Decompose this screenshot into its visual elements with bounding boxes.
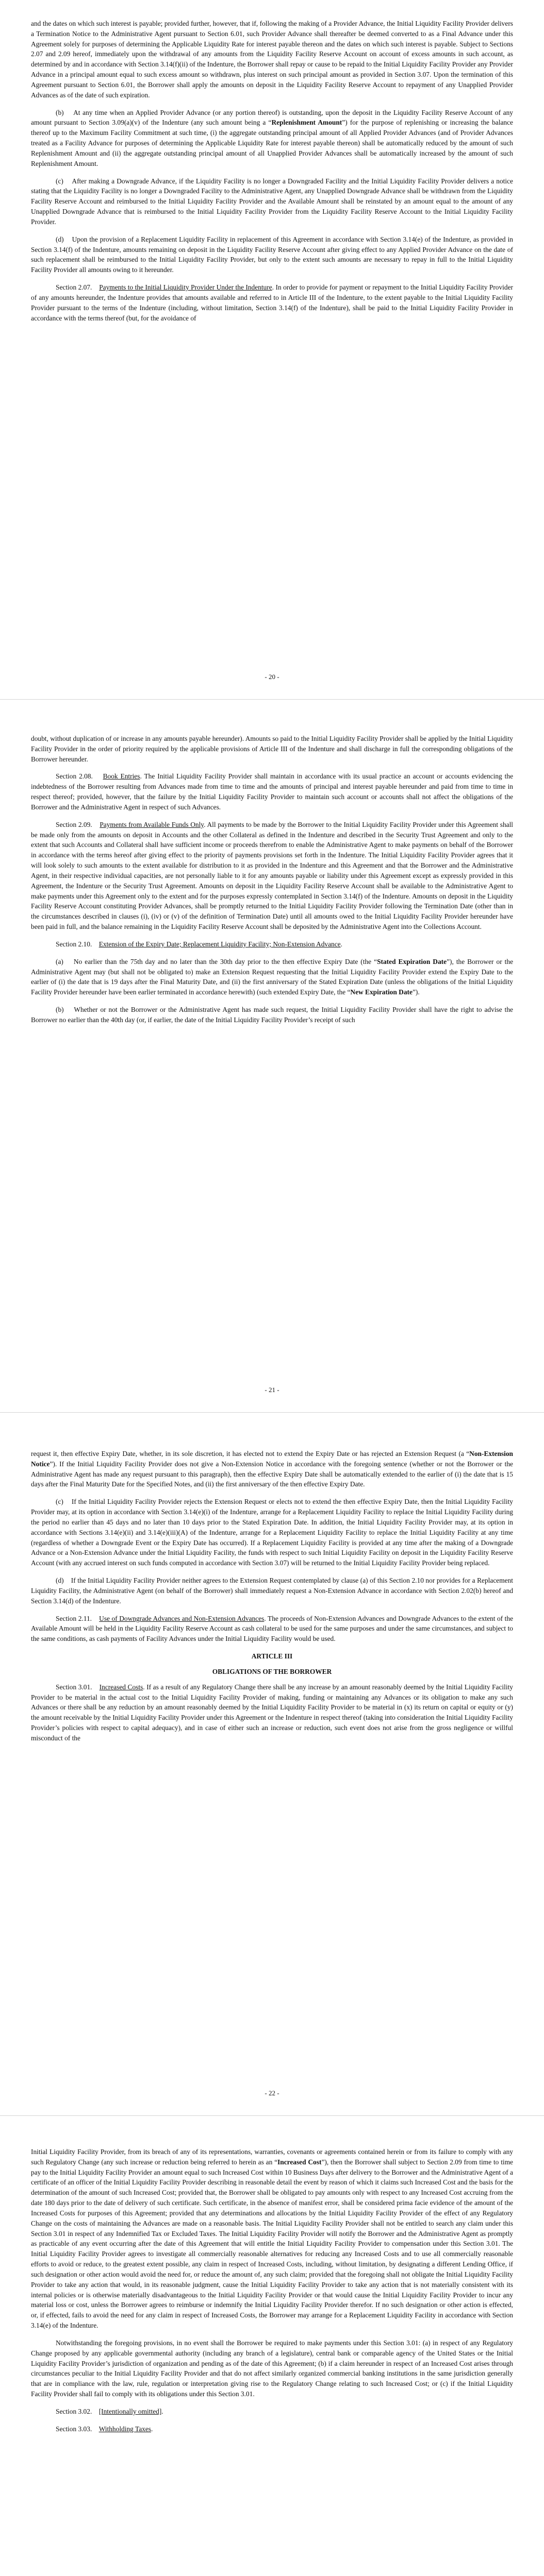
paragraph-text: Whether or not the Borrower or the Administrative Agent has made such request, the Initial Liquidity Facility Provider shall have the right to advise the Borrower no earlier than the 40th day (or, if earlier, the date of the Initial Liquidity Facility Provider’s receipt of such xyxy=(31,1006,513,1024)
paragraph xyxy=(31,234,513,275)
paragraph-text: Upon the provision of a Replacement Liquidity Facility in replacement of this Agreement in accordance with Section 3.14(e) of the Indenture, as provided in Section 3.14(f) of the Indenture, amounts remaining on deposit in the Liquidity Facility Reserve Account after giving effect to any Applied Provider Advance on the date of such replacement shall be reimbursed to the Initial Liquidity Facility Provider, but only to the extent such amounts are necessary to repay in full to the Initial Liquidity Facility Provider all amounts owing to it hereunder. xyxy=(31,235,514,274)
paragraph-text: Initial Liquidity Facility Provider, from its breach of any of its representations, warranties, covenants or agreements contained herein or from its failure to comply with any such Regulatory Change (any such increase or reduction being referred to herein as an “Increased Cost”), then the Borrower shall subject to Section 2.09 from time to time pay to the Initial Liquidity Facility Provider an amount equal to such Increased Cost within 10 Business Days after delivery to the Borrower and the Administrative Agent of a certificate of an officer of the Initial Liquidity Facility Provider describing in reasonable detail the event by reason of which it claims such Increased Cost and the basis for the determination of the amount of such Increased Cost; provided that, the Borrower shall be obligated to pay amounts only with respect to any Increased Cost accruing from the date 180 days prior to the date of delivery of such certificate. Such certificate, in the absence of manifest error, shall be considered prima facie evidence of the amount of the Increased Costs for purposes of this Agreement; provided that any determinations and allocations by the Initial Liquidity Facility Provider of the effect of any Regulatory Change on the costs of maintaining the Advances are made on a reasonable basis. The Initial Liquidity Facility Provider shall not be entitled to search any claim under this Section 3.01 in respect of any Indemnified Tax or Excluded Taxes. The Initial Liquidity Facility Provider will notify the Borrower and the Administrative Agent as promptly as practicable of any event occurring after the date of this Agreement that will entitle the Initial Liquidity Facility Provider to compensation under this Section 3.01. The Initial Liquidity Facility Provider agrees to investigate all commercially reasonable alternatives for reducing any Increased Costs and to use all commercially reasonable efforts to avoid or reduce, to the greatest extent possible, any claim in respect of Increased Costs, including, without limitation, by designating a different Lending Office, if such designation or other action would avoid the need for, or reduce the amount of, any such claim; provided that the foregoing shall not obligate the Initial Liquidity Facility Provider to take any action that would, in its reasonable judgment, cause the Initial Liquidity Facility Provider to take any action that is not materially consistent with its internal policies or is otherwise materially disadvantageous to the Initial Liquidity Facility Provider or that would cause the Initial Liquidity Facility Provider to incur any material loss or cost, unless the Borrower agrees to reimburse or indemnify the Initial Liquidity Facility Provider therefor. If no such designation or other action is effected, or, if effected, fails to avoid the need for any claim in respect of Increased Costs, the Borrower may arrange for a Replacement Liquidity Facility in accordance with Section 3.14(e) of the Indenture. xyxy=(31,2148,513,2330)
article-heading: ARTICLE III xyxy=(251,1652,293,1660)
paragraph xyxy=(31,1575,513,1606)
paragraph-lead: (d) xyxy=(56,235,64,243)
paragraph xyxy=(31,2147,513,2331)
section-heading: Use of Downgrade Advances and Non-Extension Advances xyxy=(99,1614,265,1622)
paragraph xyxy=(31,1497,513,1568)
paragraph-lead: (b) xyxy=(56,108,64,116)
paragraph-text: The Initial Liquidity Facility Provider shall maintain in accordance with its usual practice an account or accounts evidencing the indebtedness of the Borrower resulting from Advances made from time to time and the amounts of principal and interest payable hereunder and paid from time to time in respect thereof; provided, however, that the failure by the Initial Liquidity Facility Provider to maintain such account or accounts shall not affect the obligations of the Borrower and the Administrative Agent in respect of such Advances. xyxy=(31,772,514,811)
paragraph-text: request it, then effective Expiry Date, whether, in its sole discretion, it has elected not to extend the Expiry Date or has rejected an Extension Request (a “Non-Extension Notice”). If the Initial Liquidity Facility Provider does not give a Non-Extension Notice in accordance with the foregoing sentence (whether or not the Borrower or the Administrative Agent has made any request pursuant to this paragraph), then the effective Expiry Date shall be automatically extended to the earlier of (i) the date that is 15 days after the Final Maturity Date for the Specified Notes, and (ii) the first anniversary of the then effective Expiry Date. xyxy=(31,1450,513,1488)
paragraph xyxy=(31,957,513,997)
section-heading: Book Entries xyxy=(103,772,140,781)
paragraph xyxy=(31,2338,513,2399)
paragraph-lead: (c) xyxy=(56,1498,63,1506)
paragraph-text: All payments to be made by the Borrower to the Initial Liquidity Facility Provider under this Agreement shall be made only from the amounts on deposit in Accounts and the other Collateral as defined in the Indenture and described in the Security Trust Agreement and only to the extent that such Accounts and Collateral shall have sufficient income or proceeds therefrom to enable the Administrative Agent to make payments on behalf of the Borrower in accordance with the terms hereof after giving effect to the priority of payments provisions set forth in the Indenture. The Initial Liquidity Facility Provider agrees that it will look solely to such amounts to the extent available for distribution to it as provided in the Indenture and this Agreement and that the Borrower and the Administrative Agent, in their respective individual capacities, are not personally liable to it for any amounts payable or liability under this Agreement except as expressly provided in this Agreement, the Indenture or the Security Trust Agreement. Amounts on deposit in the Liquidity Facility Reserve Account shall be available to the Administrative Agent to make payments under this Agreement only to the extent and for the purposes expressly contemplated in Section 3.14(f) of the Indenture. Amounts on deposit in the Liquidity Facility Reserve Account constituting Provider Advances, shall be promptly returned to the Initial Liquidity Facility Provider following the Termination Date (other than in the circumstances described in clauses (i), (iv) or (v) of the definition of Termination Date) until all amounts owed to the Initial Liquidity Facility Provider hereunder have been paid in full, and the balance remaining in the Liquidity Facility Reserve Account shall be deposited by the Administrative Agent into the Collections Account. xyxy=(31,820,514,931)
defined-term: Increased Cost xyxy=(277,2158,322,2166)
paragraph xyxy=(31,19,513,100)
paragraph-lead: (a) xyxy=(56,957,63,965)
paragraph-text: and the dates on which such interest is payable; provided further, however, that if, following the making of a Provider Advance, the Initial Liquidity Facility Provider delivers a Termination Notice to the Administrative Agent pursuant to Section 6.01, such Provider Advance shall thereafter be deemed converted to as a Final Advance under this Agreement solely for purposes of determining the Applicable Liquidity Rate for interest payable thereon and the dates on which such interest is payable. Subject to Sections 2.07 and 2.09 hereof, immediately upon the withdrawal of any amounts from the Liquidity Facility Reserve Account on account of excess amounts in such account, as determined by and in accordance with Section 3.14(f)(ii) of the Indenture, the Borrower shall repay or cause to be repaid to the Initial Liquidity Facility Provider any Provider Advance in a principal amount equal to such excess amount so withdrawn, plus interest on such principal amount as provided in Section 3.07. Upon the termination of this Agreement pursuant to Section 6.01, the Borrower shall apply the amounts on deposit in the Liquidity Facility Reserve Account to repayment of any Unapplied Provider Advances as of the date of such expiration. xyxy=(31,20,513,99)
document-page xyxy=(0,700,544,1412)
section-heading: Payments to the Initial Liquidity Provider Under the Indenture xyxy=(99,283,272,292)
paragraph-text: If as a result of any Regulatory Change there shall be any increase by an amount reasonably deemed by the Initial Liquidity Facility Provider to be material in the actual cost to the Initial Liquidity Facility Provider of making, funding or maintaining any Advances or its obligation to make any such Advances or there shall be any reduction by an amount reasonably deemed by the Initial Liquidity Facility Provider to be material in (x) its return on capital or equity or (y) the amount receivable by the Initial Liquidity Facility Provider under this Agreement or the Indenture in respect thereof (taking into consideration the Initial Liquidity Facility Provider’s policies with respect to capital adequacy), and in case of either such an increase or reduction, such event does not arise from the gross negligence or willful misconduct of the xyxy=(31,1683,513,1742)
paragraph-lead: Section 3.03. xyxy=(56,2425,92,2433)
paragraph: Section 2.08. Book Entries. The Initial Liquidity Facility Provider shall maintain in accordance with its usual practice an account or accounts evidencing the indebtedness of the Borrower resulting from Advances made from time to time and the amounts of principal and interest payable hereunder and paid from time to time in respect thereof; provided, however, that the failure by the Initial Liquidity Facility Provider to maintain such account or accounts shall not affect the obligations of the Borrower and the Administrative Agent in respect of such Advances. xyxy=(31,772,514,811)
paragraph: Section 2.09. Payments from Available Funds Only. All payments to be made by the Borrower to the Initial Liquidity Facility Provider under this Agreement shall be made only from the amounts on deposit in Accounts and the other Collateral as defined in the Indenture and described in the Security Trust Agreement and only to the extent that such Accounts and Collateral shall have sufficient income or proceeds therefrom to enable the Administrative Agent to make payments on behalf of the Borrower in accordance with the terms hereof after giving effect to the priority of payments provisions set forth in the Indenture. The Initial Liquidity Facility Provider agrees that it will look solely to such amounts to the extent available for distribution to it as provided in the Indenture and this Agreement and that the Borrower and the Administrative Agent, in their respective individual capacities, are not personally liable to it for any amounts payable or liability under this Agreement except as expressly provided in this Agreement, the Indenture or the Security Trust Agreement. Amounts on deposit in the Liquidity Facility Reserve Account shall be available to the Administrative Agent to make payments under this Agreement only to the extent and for the purposes expressly contemplated in Section 3.14(f) of the Indenture. Amounts on deposit in the Liquidity Facility Reserve Account constituting Provider Advances, shall be promptly returned to the Initial Liquidity Facility Provider following the Termination Date (other than in the circumstances described in clauses (i), (iv) or (v) of the definition of Termination Date) until all amounts owed to the Initial Liquidity Facility Provider hereunder have been paid in full, and the balance remaining in the Liquidity Facility Reserve Account shall be deposited by the Administrative Agent into the Collections Account. xyxy=(31,820,514,931)
paragraph-lead: (d) xyxy=(56,1577,64,1585)
paragraph-text: After making a Downgrade Advance, if the Liquidity Facility is no longer a Downgraded Facility and the Initial Liquidity Facility Provider delivers a notice stating that the Liquidity Facility is no longer a Downgraded Facility to the Administrative Agent, any Unapplied Downgrade Advance shall be withdrawn from the Liquidity Facility Reserve Account and reimbursed to the Initial Liquidity Facility Provider and the Available Amount shall be reinstated by an amount equal to the amount of any Unapplied Downgrade Advance that is reimbursed to the Initial Liquidity Facility Provider from the Liquidity Facility Reserve Account to the Initial Liquidity Facility Provider. xyxy=(31,177,514,226)
paragraph-lead: Section 2.07. xyxy=(56,283,92,292)
document-page xyxy=(0,2116,544,2576)
section-heading: Increased Costs xyxy=(99,1683,143,1691)
paragraph: Section 2.10. Extension of the Expiry Date; Replacement Liquidity Facility; Non-Extension Advance. xyxy=(56,940,342,948)
paragraph-text: No earlier than the 75th day and no later than the 30th day prior to the then effective Expiry Date (the “Stated Expiration Date”), the Borrower or the Administrative Agent may (but shall not be obligated to) make an Extension Request requesting that the Initial Liquidity Facility Provider extend the Expiry Date to the earlier of (i) the date that is 19 days after the Final Maturity Date, and (ii) the first anniversary of the Stated Expiration Date (unless the obligations of the Initial Liquidity Facility Provider hereunder have been earlier terminated in accordance herewith) (such extended Expiry Date, the “New Expiration Date”). xyxy=(31,957,514,996)
paragraph: Section 2.11. Use of Downgrade Advances and Non-Extension Advances. The proceeds of Non-Extension Advances and Downgrade Advances to the extent of the Available Amount will be held in the Liquidity Facility Reserve Account as cash collateral to be used for the same purposes and under the same circumstances, and subject to the same conditions, as cash payments of Facility Advances under the Initial Liquidity Facility would be used. xyxy=(31,1614,514,1643)
section-heading: Extension of the Expiry Date; Replacement Liquidity Facility; Non-Extension Advance xyxy=(98,940,341,948)
paragraph-text: At any time when an Applied Provider Advance (or any portion thereof) is outstanding, upon the deposit in the Liquidity Facility Reserve Account of any amount pursuant to Section 3.09(a)(v) of the Indenture (any such amount being a “Replenishment Amount”) for the purpose of replenishing or increasing the balance thereof up to the Maximum Facility Commitment at such time, (i) the aggregate outstanding principal amount of all Applied Provider Advances (and of Provider Advances treated as a Facility Advance for purposes of determining the Applicable Liquidity Rate for interest payable thereon) shall be automatically reduced by the amount of such Replenishment Amount and (ii) the aggregate outstanding principal amount of all Unapplied Provider Advances shall be automatically increased by the amount of such Replenishment Amount. xyxy=(31,108,514,167)
page-number: - 21 - xyxy=(265,1385,279,1394)
page-number: - 22 - xyxy=(265,2089,279,2097)
defined-term: Replenishment Amount xyxy=(271,118,342,127)
paragraph xyxy=(31,108,513,169)
paragraph-lead: Section 2.09. xyxy=(56,820,92,828)
document-page xyxy=(0,0,544,699)
paragraph: Section 3.02. [Intentionally omitted]. xyxy=(56,2407,163,2415)
paragraph-text: If the Initial Liquidity Facility Provider neither agrees to the Extension Request contemplated by clause (a) of this Section 2.10 nor provides for a Replacement Liquidity Facility, the Administrative Agent (on behalf of the Borrower) shall immediately request a Non-Extension Advance in accordance with Section 2.02(b) hereof and Section 3.14(d) of the Indenture. xyxy=(31,1577,513,1605)
defined-term: Stated Expiration Date xyxy=(377,957,447,965)
paragraph-lead: (c) xyxy=(56,177,63,185)
paragraph-lead: Section 2.10. xyxy=(56,940,92,948)
paragraph-text: If the Initial Liquidity Facility Provider rejects the Extension Request or elects not to extend the then effective Expiry Date, then the Initial Liquidity Facility Provider may, at its option in accordance with Section 3.14(e)(i) of the Indenture, arrange for a Replacement Liquidity Facility to replace the Initial Liquidity Facility during the period no earlier than 45 days and no later than 10 days prior to the Stated Expiration Date. In addition, the Initial Liquidity Facility Provider may, at its option in accordance with Sections 3.14(e)(ii) and 3.14(e)(iii)(A) of the Indenture, arrange for a Replacement Liquidity Facility to replace the Initial Liquidity Facility at any time (regardless of whether a Downgrade Event or the Expiry Date has occurred). If a Replacement Liquidity Facility is provided at any time after the making of a Downgrade Advance or a Non-Extension Advance under the Initial Liquidity Facility, the funds with respect to such Initial Liquidity Facility on deposit in the Liquidity Facility Reserve Account (with any accrued interest on such funds computed in accordance with Section 3.07) will be returned to the Initial Liquidity Facility Provider being replaced. xyxy=(31,1498,514,1567)
paragraph: Section 3.03. Withholding Taxes. xyxy=(56,2425,153,2433)
section-heading: Payments from Available Funds Only xyxy=(100,820,204,828)
paragraph-lead: Section 2.11. xyxy=(56,1614,92,1622)
article-heading: OBLIGATIONS OF THE BORROWER xyxy=(212,1667,332,1675)
paragraph: Section 3.01. Increased Costs. If as a result of any Regulatory Change there shall be any increase by an amount reasonably deemed by the Initial Liquidity Facility Provider to be material in the actual cost to the Initial Liquidity Facility Provider of making, funding or maintaining any Advances or its obligation to make any such Advances or there shall be any reduction by an amount reasonably deemed by the Initial Liquidity Facility Provider to be material in (x) its return on capital or equity or (y) the amount receivable by the Initial Liquidity Facility Provider under this Agreement or the Indenture in respect thereof (taking into consideration the Initial Liquidity Facility Provider’s policies with respect to capital adequacy), and in case of either such an increase or reduction, such event does not arise from the gross negligence or willful misconduct of the xyxy=(31,1683,513,1742)
section-heading: [Intentionally omitted] xyxy=(98,2407,162,2415)
defined-term: Non-Extension Notice xyxy=(31,1450,513,1468)
paragraph xyxy=(31,1005,513,1025)
paragraph xyxy=(31,734,513,764)
paragraph-lead: Section 2.08. xyxy=(56,772,93,781)
defined-term: New Expiration Date xyxy=(350,988,413,996)
paragraph-lead: (b) xyxy=(56,1006,64,1014)
paragraph xyxy=(31,176,513,227)
paragraph-lead: Section 3.01. xyxy=(56,1683,92,1691)
paragraph: Section 2.07. Payments to the Initial Liquidity Provider Under the Indenture. In order to provide for payment or repayment to the Initial Liquidity Facility Provider of any amounts hereunder, the Indenture provides that amounts available and referred to in Article III of the Indenture, to the extent payable to the Initial Liquidity Facility Provider pursuant to the terms of the Indenture (including, without limitation, Section 3.14(f) of the Indenture), shall be paid to the Initial Liquidity Facility Provider in accordance with the terms thereof (but, for the avoidance of xyxy=(31,283,514,322)
paragraph xyxy=(31,1449,513,1489)
paragraph-text: Notwithstanding the foregoing provisions, in no event shall the Borrower be required to make payments under this Section 3.01: (a) in respect of any Regulatory Change proposed by any applicable governmental authority (including any branch of a legislature), central bank or comparable agency of the United States or the Initial Liquidity Facility Provider’s jurisdiction of organization and pending as of the date of this Agreement; (b) if a claim hereunder in respect of an Increased Cost arises through circumstances peculiar to the Initial Liquidity Facility Provider and that do not affect similarly organized commercial banking institutions in the same jurisdiction generally that are in compliance with the law, rule, regulation or interpretation giving rise to the Regulatory Change relating to such Increased Cost; or (c) if the Initial Liquidity Facility Provider shall fail to comply with its obligations under this Section 3.01. xyxy=(31,2338,513,2398)
paragraph-text: In order to provide for payment or repayment to the Initial Liquidity Facility Provider of any amounts hereunder, the Indenture provides that amounts available and referred to in Article III of the Indenture, to the extent payable to the Initial Liquidity Facility Provider pursuant to the terms of the Indenture (including, without limitation, Section 3.14(f) of the Indenture), shall be paid to the Initial Liquidity Facility Provider in accordance with the terms thereof (but, for the avoidance of xyxy=(31,283,514,322)
paragraph-lead: Section 3.02. xyxy=(56,2407,92,2415)
paragraph-text: doubt, without duplication of or increase in any amounts payable hereunder). Amounts so paid to the Initial Liquidity Facility Provider shall be applied by the Initial Liquidity Facility Provider in the order of priority required by the applicable provisions of Article III of the Indenture and shall discharge in full the corresponding obligations of the Borrower hereunder. xyxy=(31,735,513,763)
paragraph-text: The proceeds of Non-Extension Advances and Downgrade Advances to the extent of the Available Amount will be held in the Liquidity Facility Reserve Account as cash collateral to be used for the same purposes and under the same circumstances, and subject to the same conditions, as cash payments of Facility Advances under the Initial Liquidity Facility would be used. xyxy=(31,1614,514,1643)
section-heading: Withholding Taxes xyxy=(98,2425,151,2433)
page-number: - 20 - xyxy=(265,672,279,681)
document-page xyxy=(0,1413,544,2115)
